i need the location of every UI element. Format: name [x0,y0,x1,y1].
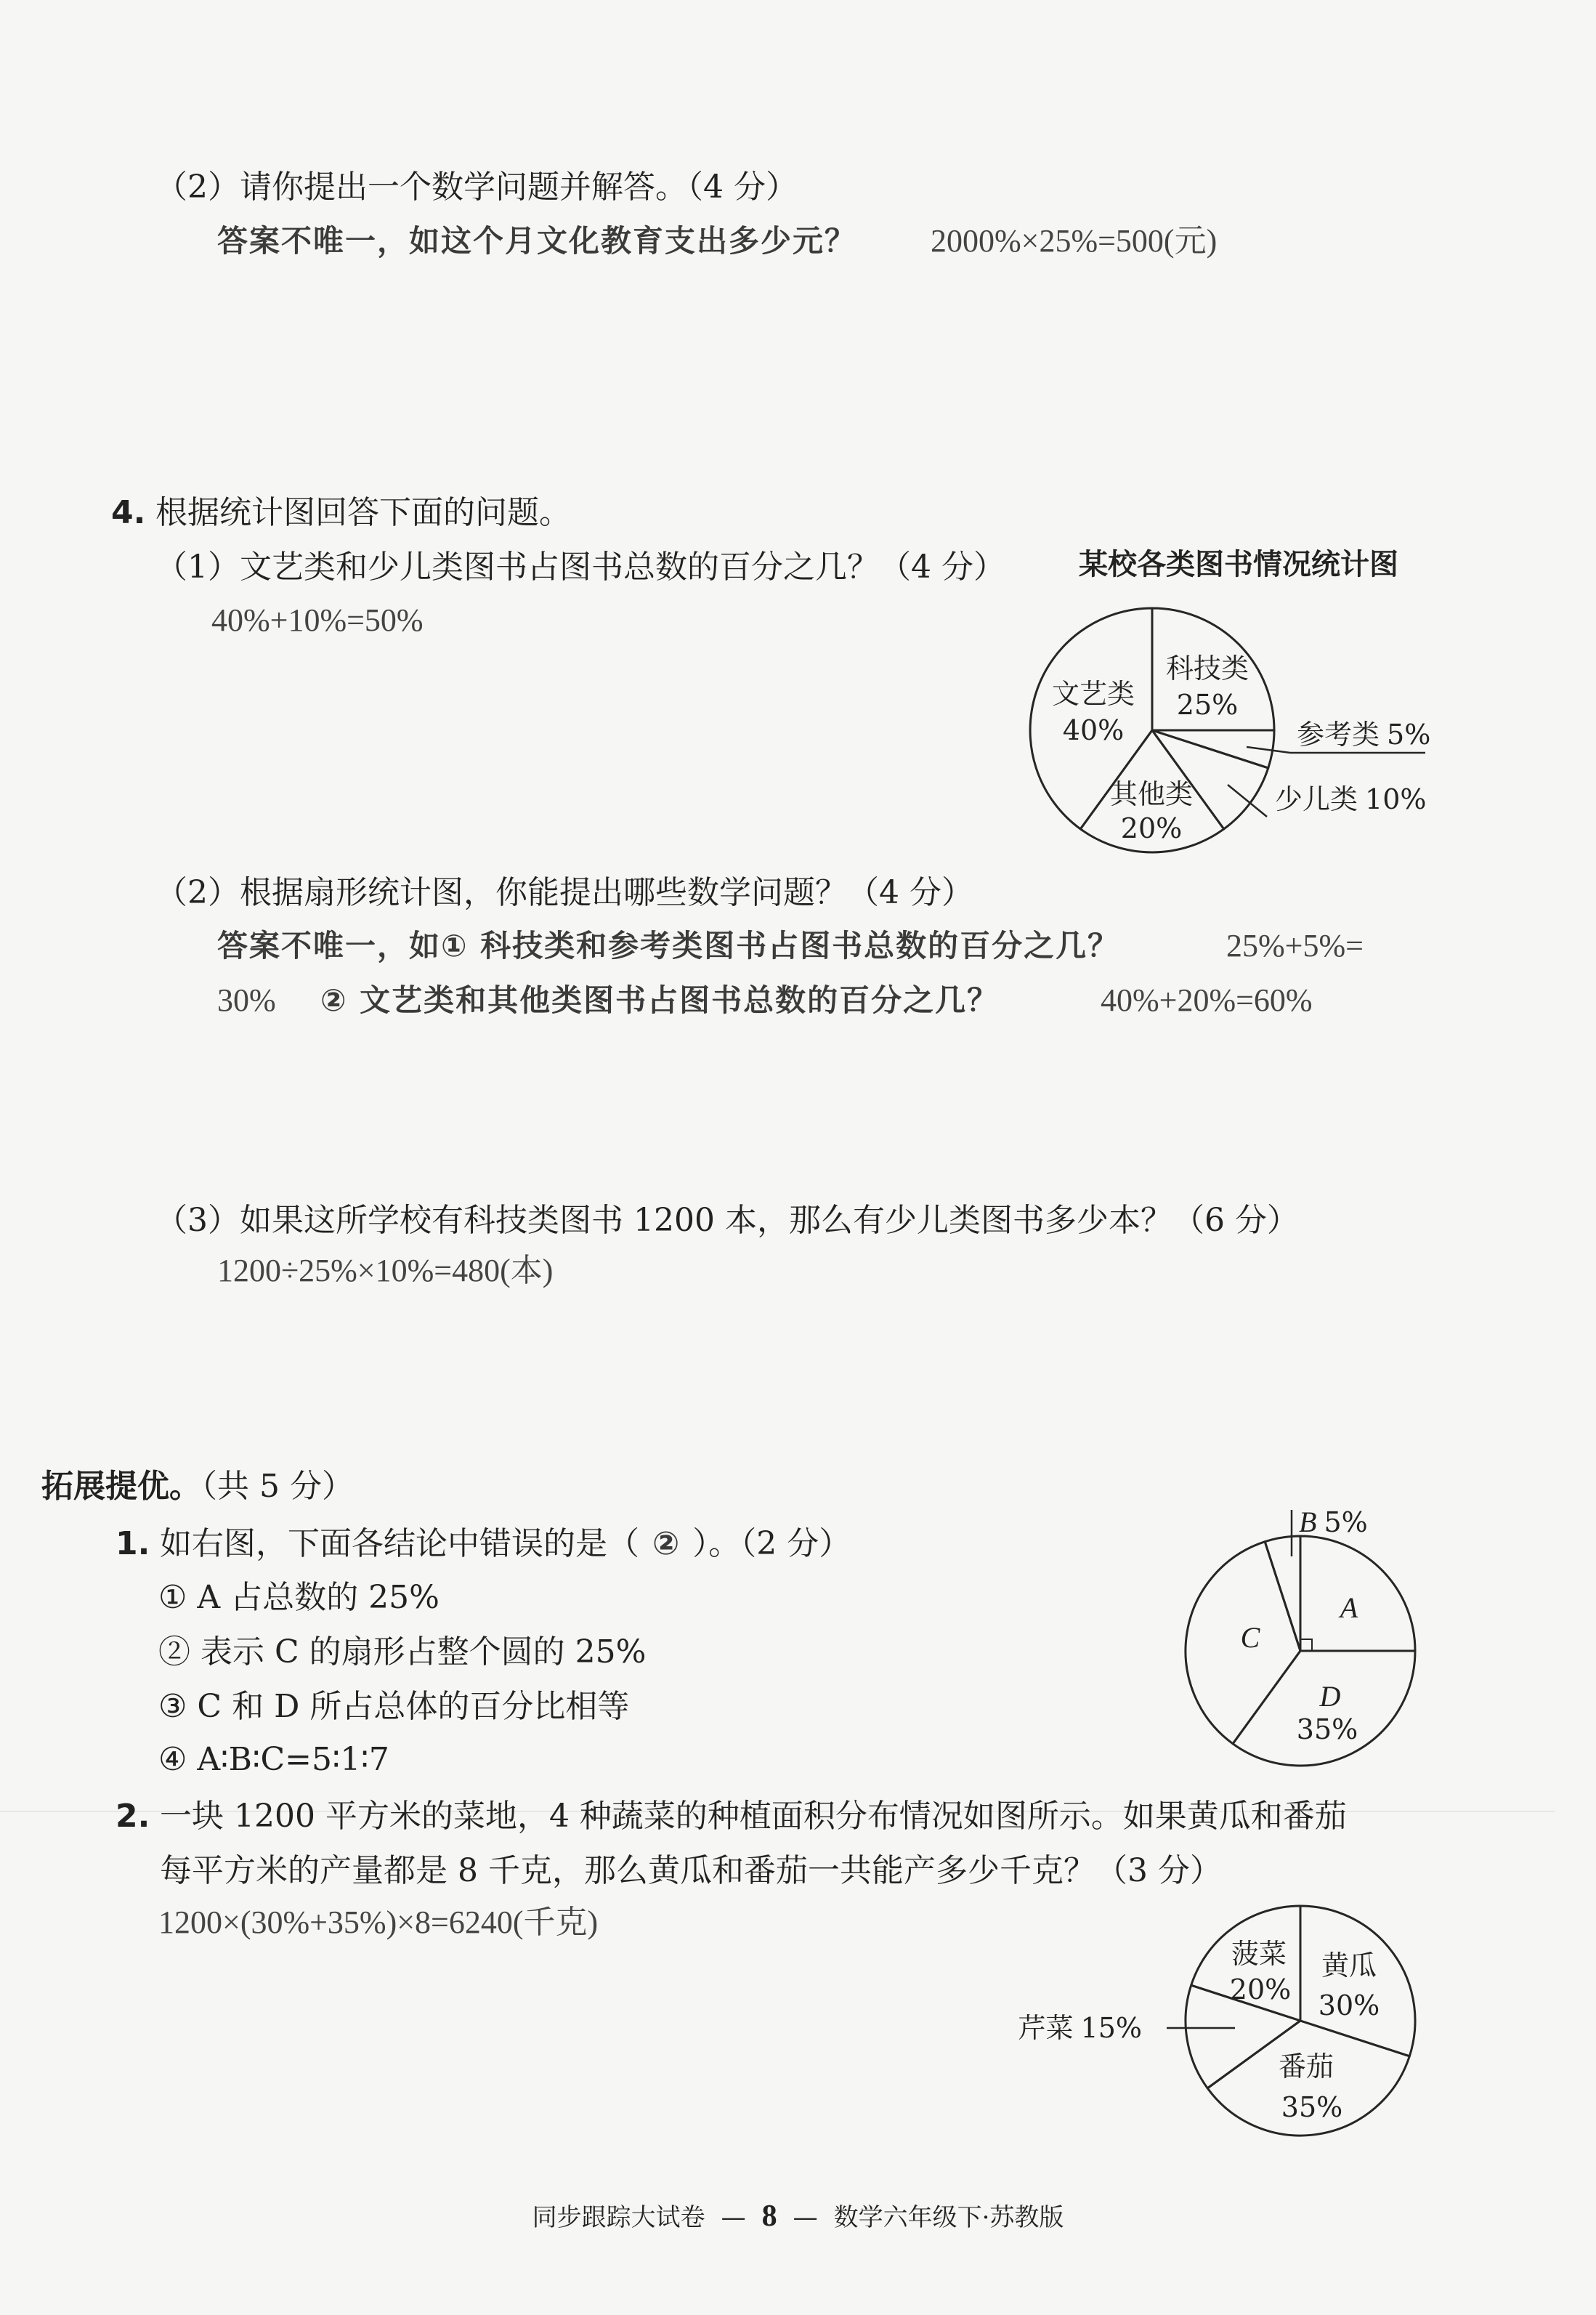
pie-3-label-2: 番茄 [1278,2051,1334,2082]
footer-separator-left: — [721,2203,746,2232]
q4-number: 4. [111,494,146,531]
pie-1-label-3 [1275,783,1426,815]
pie-2-label-value-4: 5% [1324,1506,1368,1538]
chart-title: 某校各类图书情况统计图 [1079,548,1398,581]
pie-1-leader-line-2 [1228,785,1267,817]
q3-part2-prompt: （2）请你提出一个数学问题并解答。（4 分） [155,169,798,206]
pie-2-label-1: A [1340,1591,1358,1624]
q4-part2-answer-line2-calc-cont: 30% [217,982,276,1018]
q4-part2-prompt: （2）根据扇形统计图，你能提出哪些数学问题？（4 分） [155,874,973,911]
pie-1-value-5: 40% [1062,714,1125,746]
pie-3-value-2: 35% [1281,2091,1343,2123]
pie-3-label-4: 菠菜 [1231,1938,1287,1970]
ext-q2-prompt-line1: 一块 1200 平方米的菜地，4 种蔬菜的种植面积分布情况如图所示。如果黄瓜和番茄 [160,1798,1347,1835]
pie-1-label-value-2: 5% [1387,719,1431,751]
footer-subject: 数学六年级下·苏教版 [833,2203,1064,2232]
pie-chart-1 [1030,608,1430,852]
pie-3-label-3 [1018,2012,1142,2044]
ext-q1-option-1: ① A 占总数的 25% [158,1579,439,1616]
pie-2-label-3: C [1240,1621,1260,1654]
pie-2-value-2: 35% [1296,1713,1358,1745]
pie-3-label-name-3: 芹菜 [1018,2012,1074,2044]
pie-chart-3 [1018,1906,1416,2136]
pie-1-value-4: 20% [1120,812,1183,844]
pie-1-label-2 [1297,719,1430,751]
ext-q2-answer: 1200×(30%+35%)×8=6240(千克) [158,1904,599,1940]
q4-part1-prompt: （1）文艺类和少儿类图书占图书总数的百分之几？（4 分） [155,549,1005,586]
footer-separator-right: — [793,2203,818,2232]
q3-part2-answer-calc: 2000%×25%=500(元) [931,223,1218,259]
pie-2-label-2: D [1319,1680,1341,1713]
q4-part2-answer-line1-text: 答案不唯一，如① 科技类和参考类图书占图书总数的百分之几？ [217,928,1120,963]
footer-book-title: 同步跟踪大试卷 [532,2203,705,2232]
pie-2-right-angle-mark [1300,1639,1312,1651]
pie-1-label-1: 科技类 [1165,653,1249,684]
pie-chart-2 [1186,1506,1415,1766]
footer-page-number: 8 [761,2199,777,2233]
q4-part3-answer: 1200÷25%×10%=480(本) [217,1253,554,1288]
extension-title: 拓展提优。 [41,1468,201,1505]
pie-3-label-value-3: 15% [1080,2012,1142,2044]
page-footer [0,2199,1596,2233]
pie-1-label-name-2: 参考类 [1297,719,1380,751]
extension-points: （共 5 分） [201,1468,354,1505]
pie-1-value-1: 25% [1176,689,1239,721]
ext-q1-prompt-before: 如右图，下面各结论中错误的是（ [160,1525,639,1562]
pie-3-label-1: 黄瓜 [1321,1950,1377,1981]
q4-part2-answer-line2-text: ② 文艺类和其他类图书占图书总数的百分之几？ [320,982,1000,1018]
q4-part2-answer-line1-calc: 25%+5%= [1226,928,1364,963]
ext-q1-prompt-after: ）。（2 分） [692,1525,851,1562]
q3-part2-answer-text: 答案不唯一，如这个月文化教育支出多少元？ [217,223,857,259]
pie-1-label-5: 文艺类 [1051,678,1135,710]
q4-part1-answer: 40%+10%=50% [211,602,424,638]
ext-q2-number: 2. [116,1798,150,1835]
ext-q1-option-3: ③ C 和 D 所占总体的百分比相等 [158,1688,630,1725]
pie-3-value-4: 20% [1229,1973,1292,2005]
ext-q1-answer: ② [652,1525,680,1562]
q4-part2-answer-line2-calc: 40%+20%=60% [1101,982,1313,1018]
q4-part3-prompt: （3）如果这所学校有科技类图书 1200 本，那么有少儿类图书多少本？（6 分） [155,1202,1299,1239]
pie-2-label-4 [1299,1506,1368,1538]
pie-1-label-4: 其他类 [1109,778,1194,810]
ext-q2-prompt-line2: 每平方米的产量都是 8 千克，那么黄瓜和番茄一共能产多少千克？（3 分） [160,1852,1222,1889]
pie-3-value-1: 30% [1318,1989,1380,2021]
ext-q1-number: 1. [116,1525,150,1562]
pie-1-label-name-3: 少儿类 [1275,783,1358,815]
pie-1-label-value-3: 10% [1365,783,1427,815]
ext-q1-option-4: ④ A∶B∶C=5∶1∶7 [158,1741,389,1778]
pie-2-slice-4 [1265,1536,1300,1651]
ext-q1-option-2: ② 表示 C 的扇形占整个圆的 25% [158,1633,647,1670]
pie-2-label-name-4: B [1299,1506,1317,1538]
q4-title: 根据统计图回答下面的问题。 [155,494,571,531]
